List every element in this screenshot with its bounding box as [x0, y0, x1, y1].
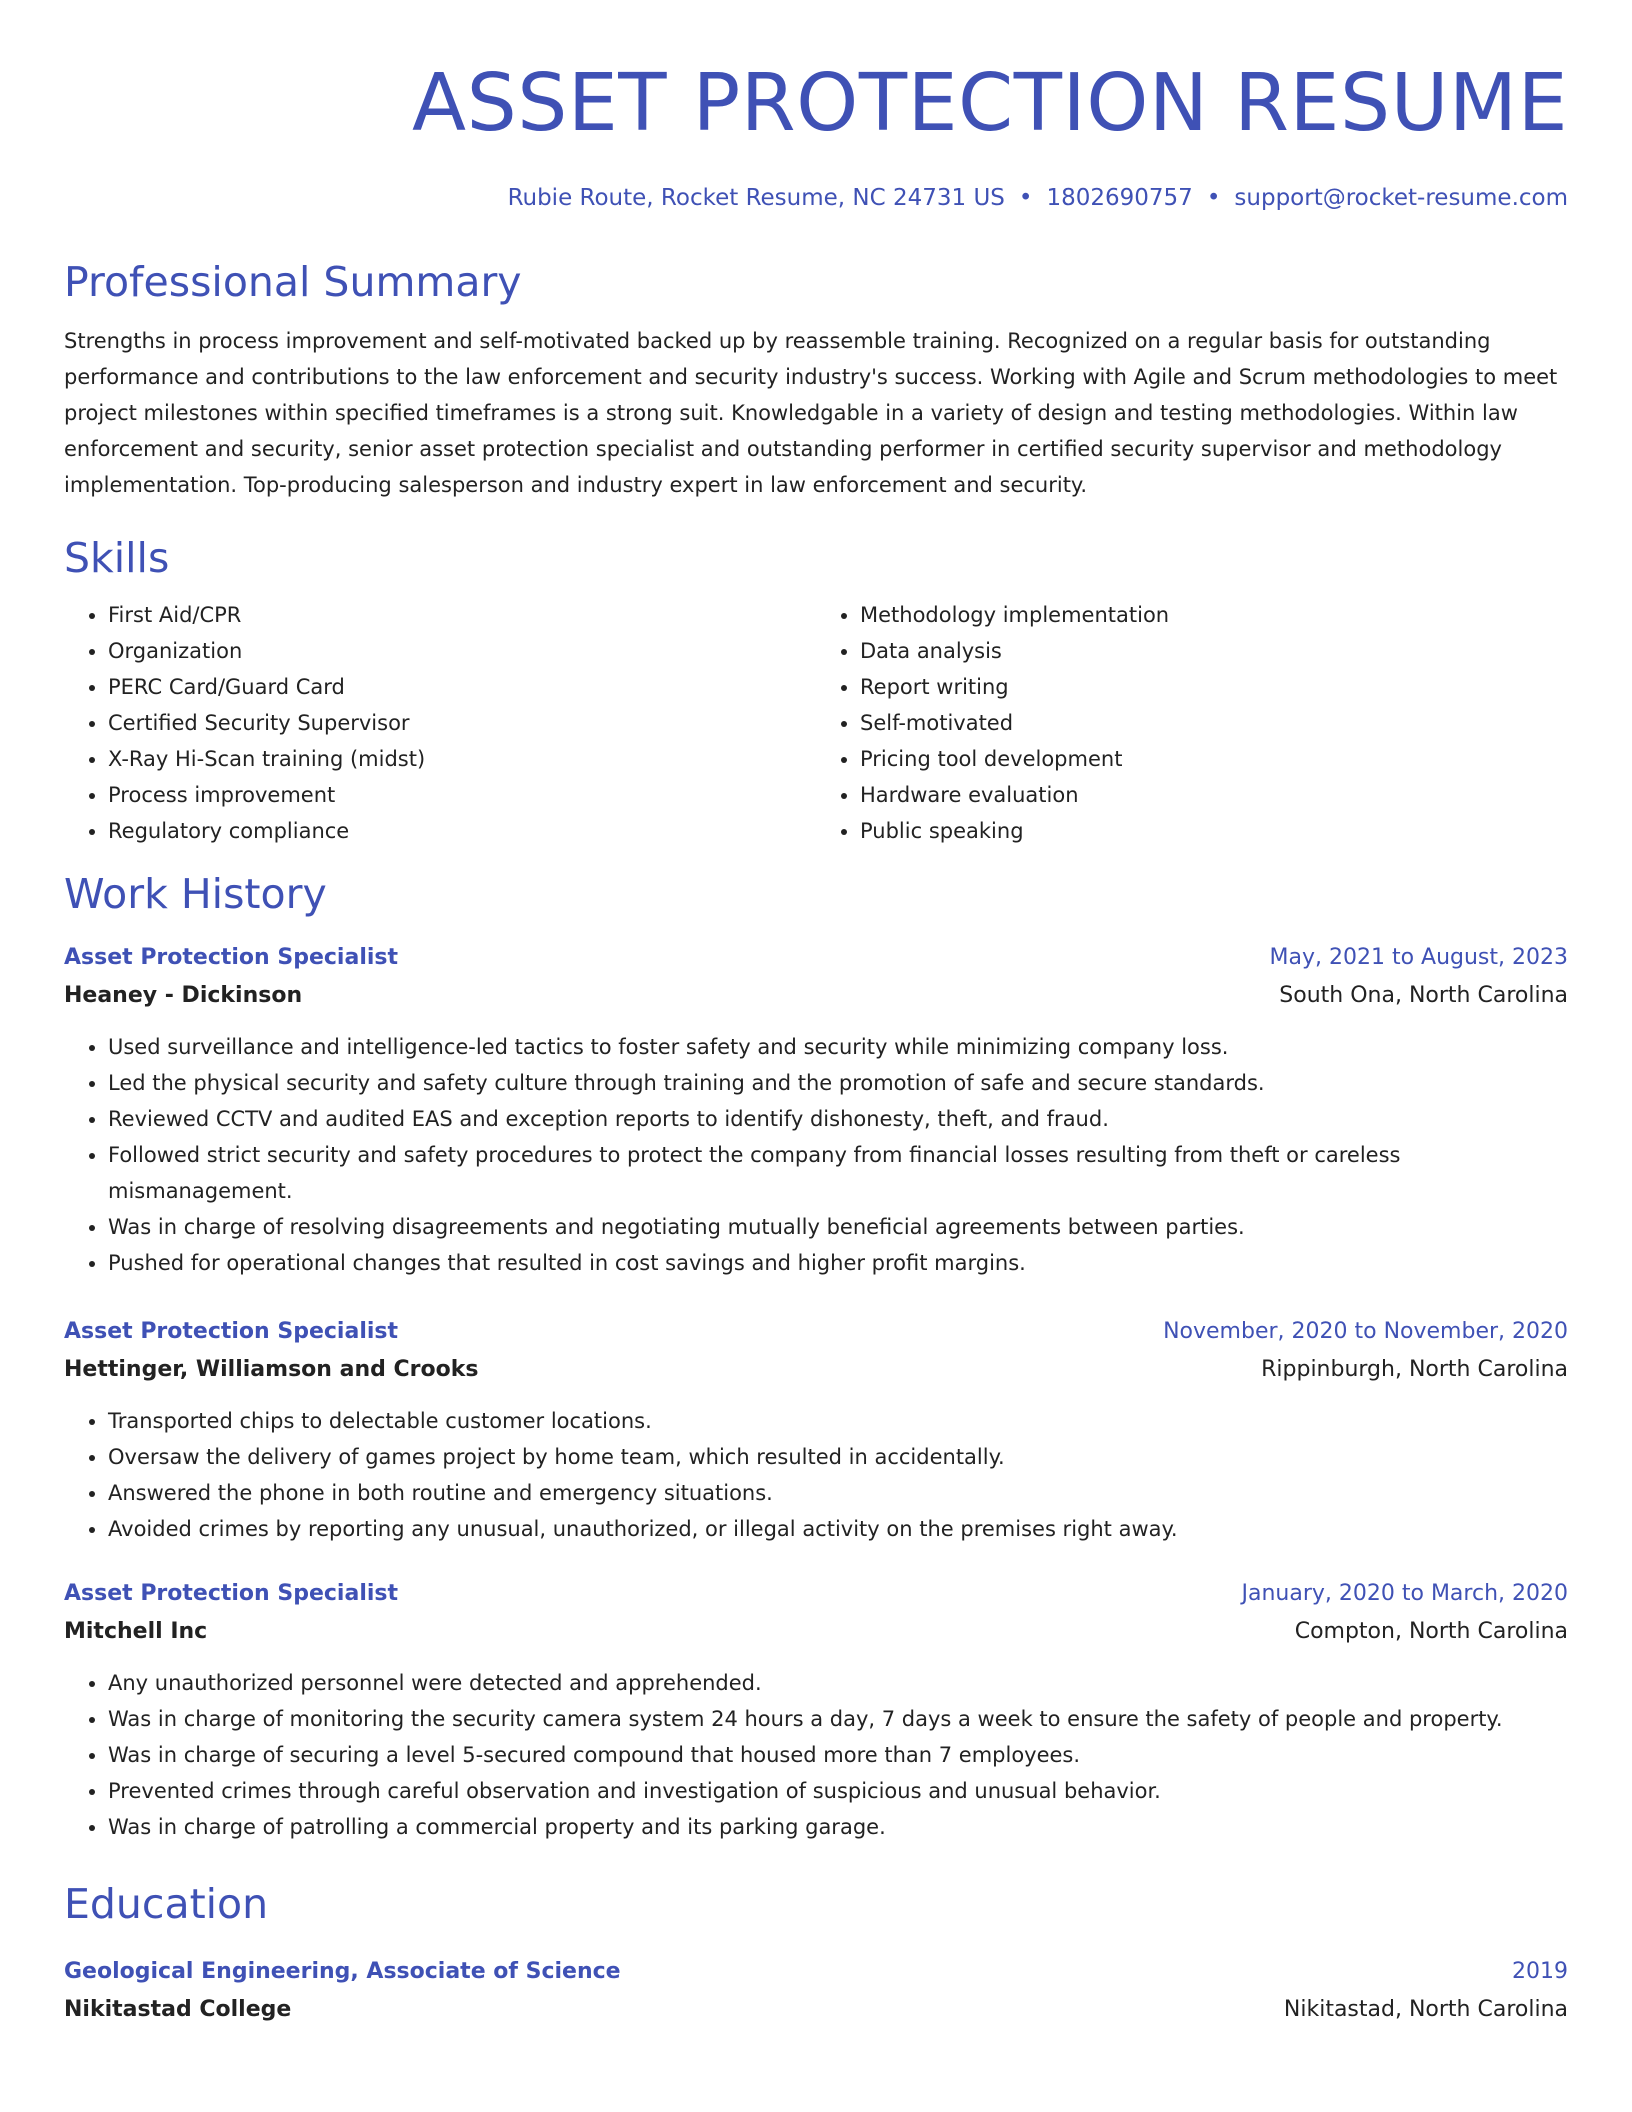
education-degree: Geological Engineering, Associate of Science — [64, 1959, 621, 1984]
skill-item: • Hardware evaluation — [860, 777, 1568, 813]
skill-item: • Pricing tool development — [860, 741, 1568, 777]
job-title: Asset Protection Specialist — [64, 1319, 399, 1344]
contact-address: Rubie Route, Rocket Resume, NC 24731 US — [507, 185, 1005, 211]
job-bullet: • Prevented crimes through careful observation and investigation of suspicious and unusual behavior. — [108, 1773, 1568, 1809]
education-entry — [64, 1953, 1568, 2029]
job-bullets — [64, 1665, 1568, 1845]
summary-heading: Professional Summary — [64, 258, 522, 306]
job-title: Asset Protection Specialist — [64, 1581, 399, 1606]
job-bullet: • Was in charge of patrolling a commercial property and its parking garage. — [108, 1809, 1568, 1845]
skill-item: • Report writing — [860, 669, 1568, 705]
job-location: Rippinburgh, North Carolina — [1261, 1357, 1568, 1382]
contact-phone: 1802690757 — [1046, 185, 1193, 211]
job-bullets — [64, 1403, 1568, 1547]
skill-item: • Data analysis — [860, 633, 1568, 669]
job-bullet: • Led the physical security and safety culture through training and the promotion of safe and secure standards. — [108, 1065, 1568, 1101]
job-bullet: • Answered the phone in both routine and emergency situations. — [108, 1475, 1568, 1511]
job-bullet: • Any unauthorized personnel were detected and apprehended. — [108, 1665, 1568, 1701]
summary-text: Strengths in process improvement and self-motivated backed up by reassemble training. Recognized on a regular basis for outstanding performance and contributions to the law enforcement and security industry's success. Working with Agile and Scrum methodologies to meet project milestones within specified timeframes is a strong suit. Knowledgable in a variety of design and testing methodologies. Within law enforcement and security, senior asset protection specialist and outstanding performer in certified security supervisor and methodology implementation. Top-producing salesperson and industry expert in law enforcement and security. — [64, 329, 1558, 497]
contact-separator: • — [1206, 185, 1221, 211]
skill-item: • First Aid/CPR — [108, 597, 816, 633]
job-bullet: • Pushed for operational changes that resulted in cost savings and higher profit margins. — [108, 1245, 1568, 1281]
job-bullet: • Followed strict security and safety procedures to protect the company from financial losses resulting from theft or careless mismanagement. — [108, 1137, 1568, 1209]
education-year: 2019 — [1512, 1959, 1568, 1984]
job-bullet: • Was in charge of resolving disagreements and negotiating mutually beneficial agreements between parties. — [108, 1209, 1568, 1245]
skill-item: • Self-motivated — [860, 705, 1568, 741]
job-dates: May, 2021 to August, 2023 — [1269, 945, 1568, 970]
skill-item: • Regulatory compliance — [108, 813, 816, 849]
job-entry — [64, 1313, 1568, 1547]
job-bullet: • Used surveillance and intelligence-led tactics to foster safety and security while minimizing company loss. — [108, 1029, 1568, 1065]
job-bullet: • Was in charge of monitoring the security camera system 24 hours a day, 7 days a week to ensure the safety of people and property. — [108, 1701, 1568, 1737]
job-bullet: • Transported chips to delectable customer locations. — [108, 1403, 1568, 1439]
contact-line — [64, 183, 1568, 213]
work-history-heading: Work History — [64, 870, 327, 918]
skill-item: • Methodology implementation — [860, 597, 1568, 633]
skill-item: • Process improvement — [108, 777, 816, 813]
education-location: Nikitastad, North Carolina — [1283, 1997, 1568, 2022]
skill-item: • Organization — [108, 633, 816, 669]
job-company: Mitchell Inc — [64, 1619, 208, 1644]
job-location: Compton, North Carolina — [1294, 1619, 1568, 1644]
job-company: Heaney - Dickinson — [64, 983, 303, 1008]
skill-item: • Certified Security Supervisor — [108, 705, 816, 741]
education-heading: Education — [64, 1880, 269, 1928]
job-bullet: • Was in charge of securing a level 5-secured compound that housed more than 7 employees. — [108, 1737, 1568, 1773]
skills-heading: Skills — [64, 534, 170, 582]
job-entry — [64, 1575, 1568, 1845]
resume-title: ASSET PROTECTION RESUME — [412, 57, 1568, 149]
job-bullet: • Reviewed CCTV and audited EAS and exception reports to identify dishonesty, theft, and fraud. — [108, 1101, 1568, 1137]
job-company: Hettinger, Williamson and Crooks — [64, 1357, 479, 1382]
education-school: Nikitastad College — [64, 1997, 292, 2022]
job-dates: November, 2020 to November, 2020 — [1163, 1319, 1568, 1344]
job-entry — [64, 939, 1568, 1281]
skill-item: • PERC Card/Guard Card — [108, 669, 816, 705]
job-bullets — [64, 1029, 1568, 1281]
contact-separator: • — [1018, 185, 1033, 211]
contact-email[interactable]: support@rocket-resume.com — [1234, 185, 1568, 211]
job-dates: January, 2020 to March, 2020 — [1241, 1581, 1568, 1606]
skills-column-left — [64, 597, 816, 849]
skills-list — [64, 597, 1568, 849]
job-bullet: • Oversaw the delivery of games project by home team, which resulted in accidentally. — [108, 1439, 1568, 1475]
job-title: Asset Protection Specialist — [64, 945, 399, 970]
skills-column-right — [816, 597, 1568, 849]
job-bullet: • Avoided crimes by reporting any unusual, unauthorized, or illegal activity on the premises right away. — [108, 1511, 1568, 1547]
skill-item: • Public speaking — [860, 813, 1568, 849]
skill-item: • X-Ray Hi-Scan training (midst) — [108, 741, 816, 777]
job-location: South Ona, North Carolina — [1279, 983, 1568, 1008]
